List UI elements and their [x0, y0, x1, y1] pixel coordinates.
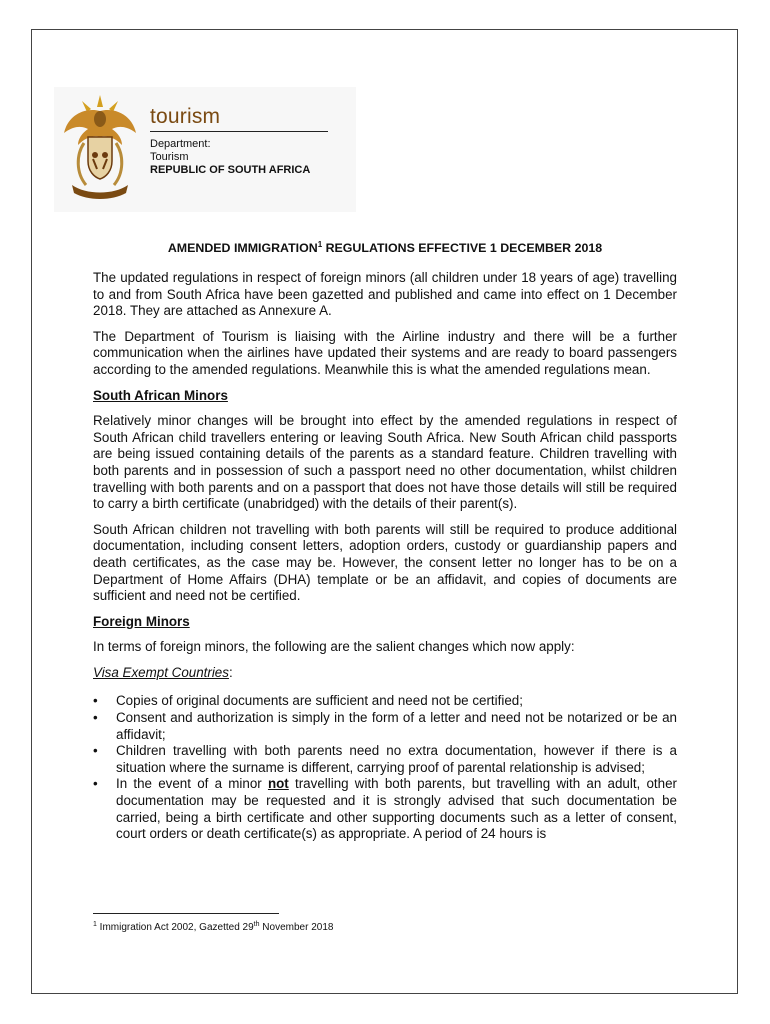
list-item — [93, 743, 677, 776]
footnote-divider — [93, 913, 279, 914]
section-heading-foreign-minors: Foreign Minors — [93, 613, 190, 629]
list-item-text-end: travelling with both parents, but travelling with an adult, other documentation may be requested and it is strongly advised that such documentation be carried, being a birth certificate and other supporting documents such as a letter of consent, court orders or death certificate(s) as appropriate. A period of 24 hours is — [116, 776, 677, 842]
footnote-text-start: Immigration Act 2002, Gazetted 29 — [96, 922, 254, 933]
logo-divider — [150, 131, 328, 132]
intro-paragraph-2: The Department of Tourism is liaising with the Airline industry and there will be a further communication when the airlines have updated their systems and are ready to board passengers according to the amended regulations. Meanwhile this is what the amended regulations mean. — [93, 328, 677, 377]
list-item — [93, 693, 677, 710]
logo-department: Department: — [150, 138, 211, 150]
footnote-ordinal: th — [253, 921, 260, 928]
footnote-text-end: November 2018 — [259, 922, 334, 933]
section-heading-south-african-minors: South African Minors — [93, 387, 228, 403]
footnote — [93, 921, 333, 934]
logo-country: REPUBLIC OF SOUTH AFRICA — [150, 164, 311, 176]
title-text-end: REGULATIONS EFFECTIVE 1 DECEMBER 2018 — [322, 241, 603, 255]
document-body — [93, 240, 677, 843]
south-african-paragraph-1: Relatively minor changes will be brought into effect by the amended regulations in respect of South African child travellers entering or leaving South Africa. New South African child passports are being issued containing details of the parents as a standard feature. Children travelling with both parents and in possession of such a passport need no other documentation, whilst children travelling with both parents and on a passport that does not have those details will still be required to carry a birth certificate (unabridged) with the details of their parent(s). — [93, 413, 677, 512]
visa-exempt-bullet-list — [93, 693, 677, 842]
title-footnote-mark: 1 — [317, 240, 323, 249]
list-item-emphasis: not — [267, 776, 289, 792]
document-title — [93, 240, 677, 256]
bullet-icon: • — [93, 693, 98, 709]
title-text-start: AMENDED IMMIGRATION — [167, 241, 318, 255]
visa-exempt-subheading-text: Visa Exempt Countries — [93, 664, 229, 680]
list-item-text: Copies of original documents are sufficient and need not be certified; — [116, 693, 523, 709]
list-item — [93, 710, 677, 743]
logo-tourism: Tourism — [150, 151, 189, 163]
visa-exempt-subheading-colon: : — [228, 664, 233, 680]
foreign-paragraph-1: In terms of foreign minors, the following are the salient changes which now apply: — [93, 639, 575, 655]
coat-of-arms-icon — [60, 93, 140, 203]
intro-paragraph-1: The updated regulations in respect of foreign minors (all children under 18 years of age) travelling to and from South Africa have been gazetted and published and came into effect on 1 December 2018. They are attached as Annexure A. — [93, 270, 677, 319]
logo-wordmark: tourism — [150, 105, 221, 128]
south-african-paragraph-2: South African children not travelling with both parents will still be required to produce additional documentation, including consent letters, adoption orders, custody or guardianship papers and death certificates, as the case may be. However, the consent letter no longer has to be on a Department of Home Affairs (DHA) template or be an affidavit, and copies of documents are sufficient and need not be certified. — [93, 521, 677, 604]
bullet-icon: • — [93, 743, 98, 759]
tourism-logo — [54, 87, 356, 212]
list-item-text: Consent and authorization is simply in the form of a letter and need not be notarized or be an affidavit; — [116, 710, 677, 742]
list-item-text: Children travelling with both parents need no extra documentation, however if there is a situation where the surname is different, carrying proof of parental relationship is advised; — [116, 743, 677, 775]
bullet-icon: • — [93, 710, 98, 726]
bullet-icon: • — [93, 776, 98, 792]
list-item-text-start: In the event of a minor — [116, 776, 268, 792]
list-item — [93, 776, 677, 842]
visa-exempt-subheading — [93, 665, 677, 682]
footnote-mark: 1 — [93, 921, 97, 928]
